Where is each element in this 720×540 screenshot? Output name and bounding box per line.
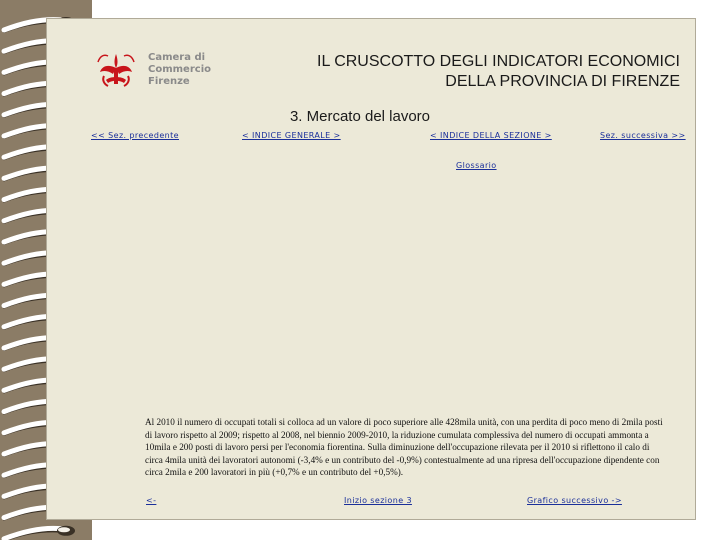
commentary-paragraph: Al 2010 il numero di occupati totali si colloca ad un valore di poco superiore alle 428mila unità, con una perdita di poco meno di 2mila posti di lavoro rispetto al 2009; rispetto al 2008, nel biennio 2009-2010, la riduzione cumulata complessiva del numero di occupati ammonta a 10mila e 200 posti di lavoro persi per l'economia fiorentina. Sulla diminuzione dell'occupazione rilevata per il 2010 si riflettono il calo di circa 4mila unità dei lavoratori autonomi (-3,4% e un contributo del -0,9%) contestualmente ad una ripresa dell'occupazione dipendente con circa 2mila e 200 lavoratori in più (+0,7% e un contributo del +0,5%).: [145, 417, 663, 477]
section-index-link[interactable]: < INDICE DELLA SEZIONE >: [430, 131, 552, 140]
spiral-ring: [4, 526, 75, 540]
dashboard-title: [220, 52, 680, 92]
back-link[interactable]: <-: [146, 496, 157, 505]
logo-line-2: Firenze: [148, 76, 190, 87]
glossary-link[interactable]: Glossario: [456, 161, 497, 170]
logo-line-1: Camera di Commercio: [148, 52, 211, 75]
next-chart-link[interactable]: Grafico successivo ->: [527, 496, 622, 505]
dashboard-title-line-2: DELLA PROVINCIA DI FIRENZE: [445, 73, 680, 90]
dashboard-title-line-1: IL CRUSCOTTO DEGLI INDICATORI ECONOMICI: [317, 53, 680, 70]
next-section-link[interactable]: Sez. successiva >>: [600, 131, 686, 140]
section-title: 3. Mercato del lavoro: [289, 108, 431, 125]
florence-lily-emblem-icon: [94, 50, 138, 90]
section-start-link[interactable]: Inizio sezione 3: [344, 496, 412, 505]
previous-section-link[interactable]: << Sez. precedente: [91, 131, 179, 140]
general-index-link[interactable]: < INDICE GENERALE >: [242, 131, 341, 140]
